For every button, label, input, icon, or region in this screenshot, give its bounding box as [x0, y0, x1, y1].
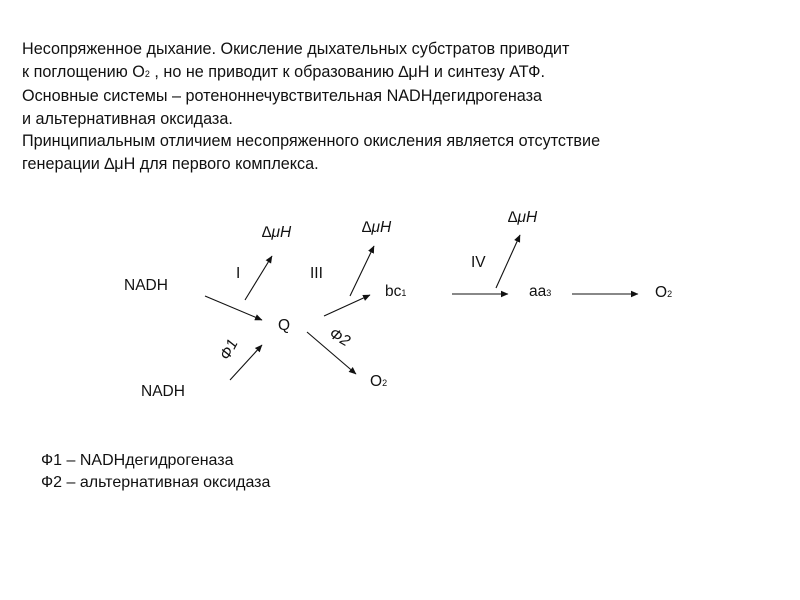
bc1-label — [385, 284, 406, 300]
o2-bottom-main: O — [370, 373, 383, 390]
arrow-complex1-delta — [245, 256, 272, 300]
complex-iii-label: III — [310, 265, 323, 282]
text-line-3: Основные системы – ротеноннечувствительная NADHдегидрогеназа — [22, 87, 543, 106]
delta-muh-complex4: ∆μH — [508, 209, 538, 226]
legend-phi2: Ф2 – альтернативная оксидаза — [41, 474, 271, 491]
phi2-label: Ф2 — [326, 324, 353, 351]
aa3-label — [529, 284, 551, 300]
aa3-subscript: 3 — [546, 288, 552, 298]
complex-iv-label: IV — [471, 254, 486, 271]
complex-i-label: I — [236, 265, 241, 282]
bc1-main: bc — [385, 283, 402, 300]
text-line-1: Несопряженное дыхание. Окисление дыхательных субстратов приводит — [22, 40, 570, 58]
text-line-6: генерации ∆μН для первого комплекса. — [22, 154, 319, 173]
bc1-subscript: 1 — [401, 288, 407, 298]
ubiquinone-label: Q — [278, 317, 291, 334]
o2-right-subscript: 2 — [667, 289, 673, 299]
o2-subscript: 2 — [144, 68, 150, 79]
arrow-complex3-delta — [350, 246, 374, 296]
arrow-complex4-delta — [496, 235, 520, 288]
nadh-bottom-label: NADH — [141, 383, 185, 400]
o2-right-label — [655, 285, 672, 301]
legend — [41, 450, 270, 494]
delta-muh-complex1: ∆μH — [262, 224, 292, 241]
o2-bottom-subscript: 2 — [382, 378, 388, 388]
phi1-label: Ф1 — [216, 336, 242, 363]
arrow-q-to-bc1 — [324, 295, 370, 316]
o2-bottom-label — [370, 374, 387, 390]
text-line-2-end: , но не приводит к образованию ∆μН и синтезу АТФ. — [149, 62, 545, 81]
delta-muh-complex3: ∆μH — [362, 219, 392, 236]
o2-right-main: O — [655, 284, 668, 301]
text-line-4: и альтернативная оксидаза. — [22, 109, 233, 128]
text-line-2-start: к поглощению О — [22, 62, 145, 81]
arrow-nadh-to-q — [205, 296, 262, 320]
text-line-5: Принципиальным отличием несопряженного окисления является отсутствие — [22, 132, 601, 151]
aa3-main: aa — [529, 283, 547, 300]
legend-phi1: Ф1 – NADHдегидрогеназа — [41, 452, 234, 469]
nadh-top-label: NADH — [124, 277, 168, 294]
